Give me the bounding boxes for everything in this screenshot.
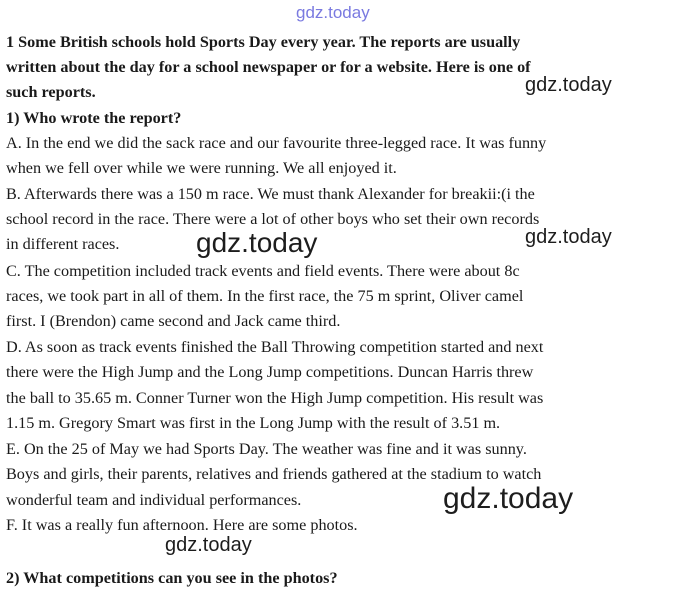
paragraph-line: C. The competition included track events and field events. There were about 8c: [6, 262, 520, 280]
paragraph-line: school record in the race. There were a lot of other boys who set their own records: [6, 210, 540, 228]
paragraph-line: wonderful team and individual performances.: [6, 491, 302, 509]
task-heading-line-1: 1 Some British schools hold Sports Day every year. The reports are usually: [6, 33, 521, 51]
paragraph-line: 1.15 m. Gregory Smart was first in the Long Jump with the result of 3.51 m.: [6, 414, 501, 432]
paragraph-line: A. In the end we did the sack race and our favourite three-legged race. It was funny: [6, 134, 547, 152]
paragraph-line: F. It was a really fun afternoon. Here are some photos.: [6, 516, 358, 534]
paragraph-line: Boys and girls, their parents, relatives and friends gathered at the stadium to watch: [6, 465, 542, 483]
paragraph-line: E. On the 25 of May we had Sports Day. The weather was fine and it was sunny.: [6, 440, 527, 458]
paragraph-line: D. As soon as track events finished the Ball Throwing competition started and next: [6, 338, 544, 356]
watermark: gdz.today: [165, 534, 252, 556]
task-heading-line-2: written about the day for a school newspaper or for a website. Here is one of: [6, 58, 531, 76]
watermark: gdz.today: [196, 227, 318, 258]
paragraph-line: in different races.: [6, 235, 120, 253]
paragraph-line: there were the High Jump and the Long Jump competitions. Duncan Harris threw: [6, 363, 534, 381]
watermark: gdz.today: [525, 74, 612, 96]
paragraph-line: first. I (Brendon) came second and Jack came third.: [6, 312, 341, 330]
watermark: gdz.today: [525, 226, 612, 248]
watermark: gdz.today: [443, 482, 574, 515]
paragraph-line: races, we took part in all of them. In the first race, the 75 m sprint, Oliver camel: [6, 287, 524, 305]
paragraph-line: the ball to 35.65 m. Conner Turner won the High Jump competition. His result was: [6, 389, 544, 407]
task-heading-line-3: such reports.: [6, 83, 96, 101]
watermark-top: gdz.today: [296, 3, 370, 22]
paragraph-line: when we fell over while we were running. We all enjoyed it.: [6, 159, 397, 177]
question-1: 1) Who wrote the report?: [6, 109, 182, 127]
question-2: 2) What competitions can you see in the photos?: [6, 569, 338, 587]
paragraph-line: B. Afterwards there was a 150 m race. We must thank Alexander for breakii:(i the: [6, 185, 535, 203]
